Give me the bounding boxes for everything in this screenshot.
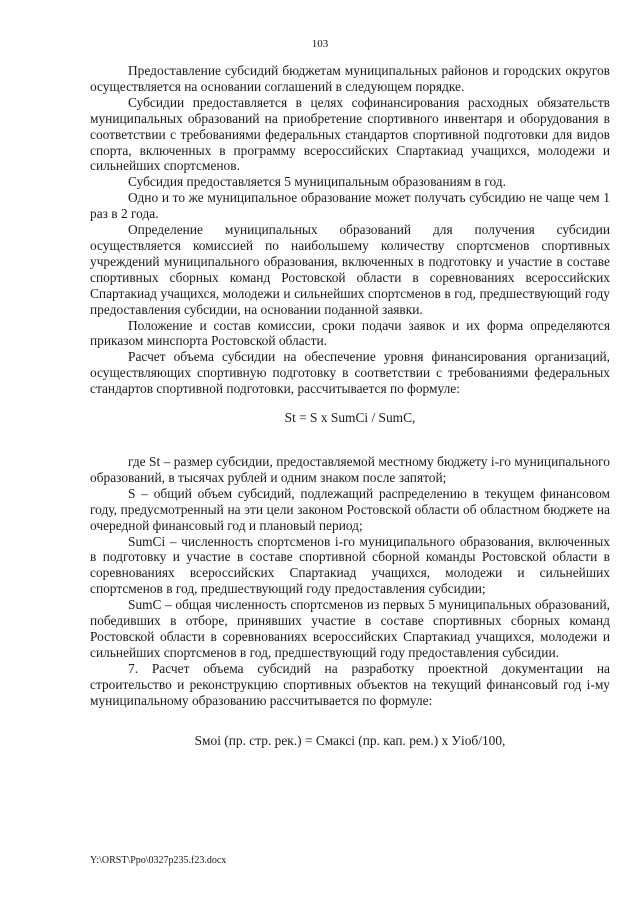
paragraph: 7. Расчет объема субсидий на разработку проектной документации на строительство и реконструкцию спортивных объектов на текущий финансовый год i-му муниципальному образованию рассчитывается по формуле:	[90, 660, 610, 708]
paragraph: SumCi – численность спортсменов i-го муниципального образования, включенных в подготовку и участие в составе спортивной сборной команды Ростовской области в соревнованиях всероссийских Спартакиад учащихся, молодежи и сильнейших спортсменов в год, предшествующий году предоставления субсидии;	[90, 533, 610, 597]
paragraph: Субсидия предоставляется 5 муниципальным образованиям в год.	[128, 174, 506, 190]
footer-file-path: Y:\ORST\Ppo\0327p235.f23.docx	[90, 855, 227, 866]
page-number: 103	[311, 38, 329, 50]
paragraph: Положение и состав комиссии, сроки подачи заявок и их форма определяются приказом минспорта Ростовской области.	[90, 317, 610, 349]
paragraph: Расчет объема субсидии на обеспечение уровня финансирования организаций, осуществляющих спортивную подготовку в соответствии с требованиями федеральных стандартов спортивной подготовки, рассчитывается по формуле:	[90, 349, 610, 397]
paragraph: Одно и то же муниципальное образование может получать субсидию не чаще чем 1 раз в 2 года.	[90, 190, 610, 222]
paragraph: где St – размер субсидии, предоставляемой местному бюджету i-го муниципального образований, в тысячах рублей и одним знаком после запятой;	[90, 454, 610, 485]
paragraph: Предоставление субсидий бюджетам муниципальных районов и городских округов осуществляется на основании соглашений в следующем порядке.	[90, 63, 610, 94]
formula-design-docs: Sмоi (пр. стр. рек.) = Cмаксi (пр. кап. рем.) х Уioб/100,	[194, 732, 506, 748]
formula-subsidy: St = S x SumCi / SumC,	[284, 410, 416, 426]
paragraph: Субсидии предоставляется в целях софинансирования расходных обязательств муниципальных образований на приобретение спортивного инвентаря и оборудования в соответствии с требованиями федеральных стандартов спортивной подготовки для видов спорта, включенных в программу всероссийских Спартакиад учащихся, молодежи и сильнейших спортсменов.	[90, 94, 610, 174]
paragraph: Определение муниципальных образований для получения субсидии осуществляется комиссией по наибольшему количеству спортсменов спортивных учреждений муниципального образования, включенных в подготовку и участие в составе спортивных сборных команд Ростовской области в соревнованиях всероссийских Спартакиад учащихся, молодежи и сильнейших спортсменов в год, предшествующий году предоставления субсидии, на основании поданной заявки.	[90, 222, 610, 317]
document-body	[90, 63, 610, 749]
paragraph: SumC – общая численность спортсменов из первых 5 муниципальных образований, победивших в отборе, принявших участие в составе спортивных сборных команд Ростовской области в соревнованиях всероссийских Спартакиад учащихся, молодежи и сильнейших спортсменов в год, предшествующий году предоставления субсидии.	[90, 597, 610, 660]
paragraph: S – общий объем субсидий, подлежащий распределению в текущем финансовом году, предусмотренный на эти цели законом Ростовской области об областном бюджете на очередной финансовый год и плановый период;	[90, 485, 610, 533]
